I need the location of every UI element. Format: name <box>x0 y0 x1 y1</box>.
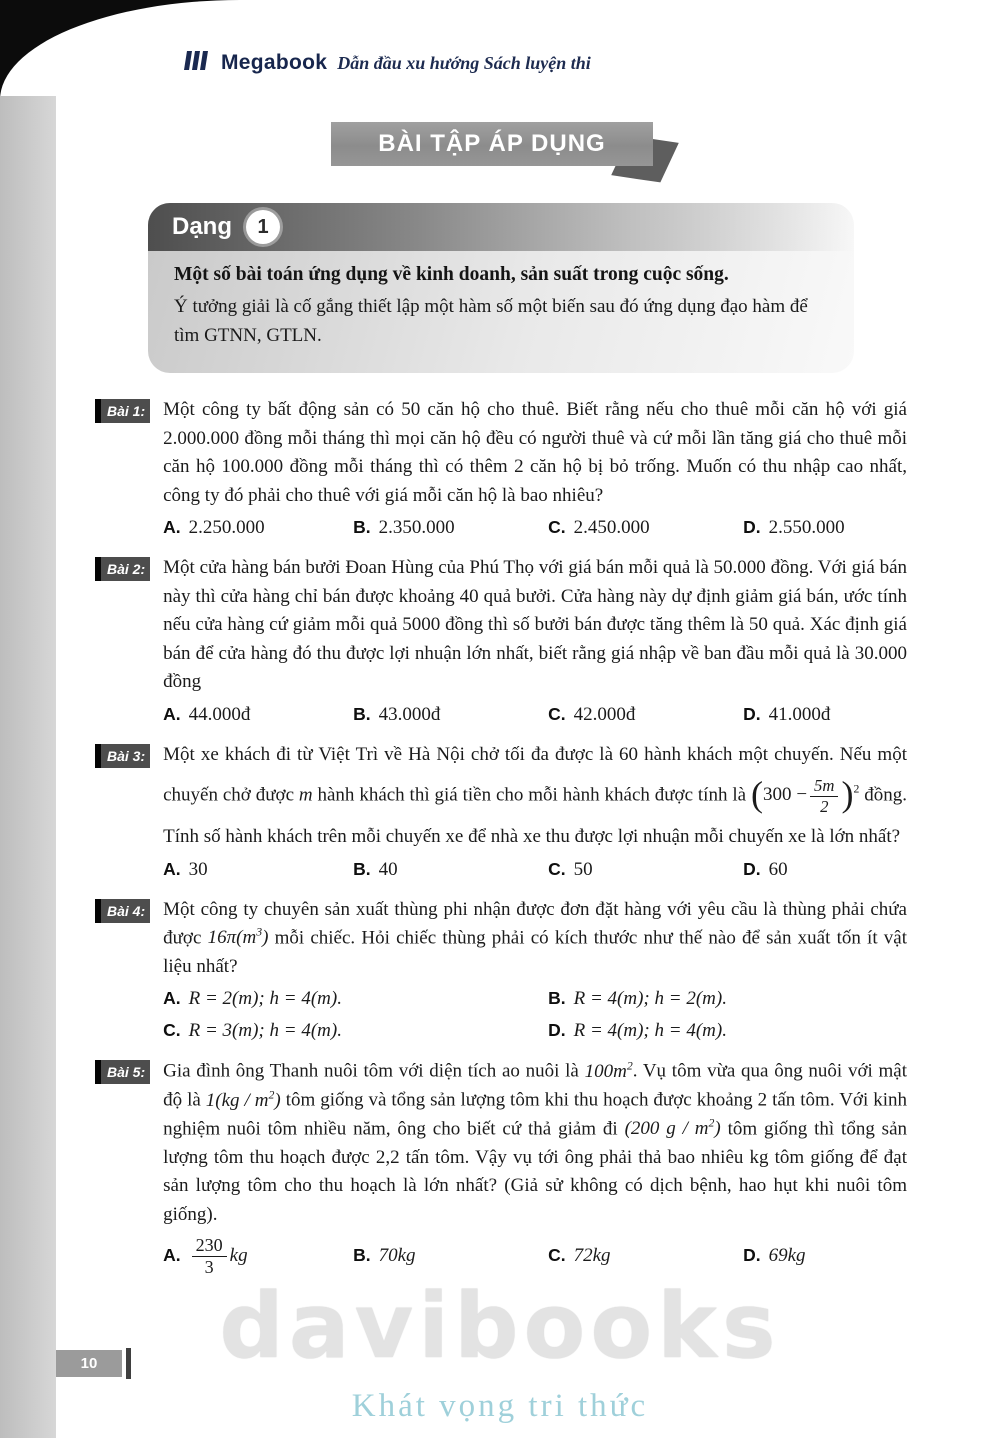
watermark-text: davibooks <box>219 1274 781 1379</box>
problem-label-col <box>95 741 150 881</box>
problem-label-col <box>95 554 150 726</box>
section-banner <box>331 122 653 166</box>
math-part: 100m <box>584 1060 627 1082</box>
option-label: D. <box>743 703 761 724</box>
problem-text-segment: đồng. Tính số hành khách trên mỗi chuyến xe để nhà xe thu được lợi nhuận mỗi chuyến xe là lớn nhất? <box>163 784 908 848</box>
problem-text-segment: tôm giống và tổng sản lượng tôm khi thu hoạch được khoảng 2 tấn tôm. Với kinh nghiệm nuôi tôm nhiều năm, ông cho biết cứ thả giảm đi <box>163 1089 907 1140</box>
watermark-slogan: Khát vọng tri thức <box>351 1388 649 1424</box>
page-header <box>183 50 591 76</box>
option-item <box>353 704 548 726</box>
math-part: 1(kg / m <box>205 1089 269 1111</box>
option-label: B. <box>548 988 566 1009</box>
brand-name: Megabook <box>221 51 328 74</box>
option-value: R = 4(m); h = 2(m). <box>573 988 727 1010</box>
problem-4 <box>95 896 907 1043</box>
dang-description: Ý tưởng giải là cố gắng thiết lập một hàm số một biến sau đó ứng dụng đạo hàm để tìm GTNN, GTLN. <box>174 296 808 346</box>
problem-3-body <box>163 741 907 881</box>
exponent: 2 <box>853 783 860 797</box>
option-label: A. <box>163 517 181 537</box>
problem-text-segment: Một công ty chuyên sản xuất thùng phi nhận được đơn đặt hàng với yêu cầu là thùng phải chứa được <box>163 898 907 949</box>
option-label: A. <box>163 1245 181 1266</box>
option-item <box>548 1245 743 1267</box>
option-label: C. <box>163 1020 181 1041</box>
dang-header <box>148 203 854 251</box>
exponent: 2 <box>626 1059 633 1073</box>
close-paren: ) <box>841 774 854 814</box>
option-value: 30 <box>188 858 208 880</box>
option-item <box>548 1020 907 1042</box>
option-value: 50 <box>573 858 593 880</box>
dang-number-badge: 1 <box>246 210 280 244</box>
fraction <box>192 1236 227 1277</box>
option-label: B. <box>353 703 371 724</box>
formula-base: 300 − <box>762 784 808 806</box>
problem-1-text: Một công ty bất động sản có 50 căn hộ cho thuê. Biết rằng nếu cho thuê mỗi căn hộ với giá 2.000.000 đồng mỗi tháng thì mọi căn hộ đều có người thuê và cứ mỗi lần tăng giá cho thuê mỗi căn hộ 100.000 đồng mỗi tháng thì có thêm 2 căn hộ bị bỏ trống. Muốn có thu nhập cao nhất, công ty đó phải cho thuê với giá mỗi căn hộ là bao nhiêu? <box>163 399 907 506</box>
option-item <box>163 517 353 539</box>
problem-5-body <box>163 1057 907 1277</box>
problem-text-segment: . Vụ tôm vừa qua ông nuôi với mật độ là <box>163 1060 907 1111</box>
option-value: R = 3(m); h = 4(m). <box>188 1020 342 1042</box>
option-item <box>743 859 907 881</box>
option-label: B. <box>353 858 371 879</box>
open-paren: ( <box>750 774 763 814</box>
option-value: 60 <box>768 858 788 880</box>
problem-text-segment: hành khách thì giá tiền cho mỗi hành khách được tính là <box>312 784 751 806</box>
math-part: ) <box>262 927 269 949</box>
option-label: C. <box>548 517 566 537</box>
option-item <box>548 859 743 881</box>
page-number: 10 <box>80 1355 98 1372</box>
page-number-tab <box>56 1350 122 1377</box>
option-item <box>353 859 548 881</box>
problem-1-body <box>163 396 907 539</box>
option-label: B. <box>353 1245 371 1266</box>
problem-1 <box>95 396 907 539</box>
math-variable: m <box>298 784 313 806</box>
option-value: 42.000đ <box>573 703 636 725</box>
problem-4-label: Bài 4: <box>95 899 150 923</box>
option-item <box>548 704 743 726</box>
left-margin-band <box>0 96 56 1438</box>
option-item <box>548 517 743 539</box>
option-label: C. <box>548 703 566 724</box>
math-part: ) <box>274 1089 281 1111</box>
problem-3-options <box>163 859 907 881</box>
problem-5-label: Bài 5: <box>95 1060 150 1084</box>
problem-2-body <box>163 554 907 726</box>
option-item <box>743 704 907 726</box>
problem-text-segment: Gia đình ông Thanh nuôi tôm với diện tích ao nuôi là <box>163 1060 585 1082</box>
problem-3 <box>95 741 907 881</box>
problem-5 <box>95 1057 907 1277</box>
option-label: C. <box>548 1245 566 1266</box>
option-value: 40 <box>378 858 398 880</box>
problem-text-segment: mỗi chiếc. Hỏi chiếc thùng phải có kích thước như thế nào để sản xuất tốn ít vật liệu nhất? <box>163 927 908 977</box>
math-part: (200 g / m <box>624 1118 709 1140</box>
math-expression <box>208 927 269 948</box>
option-item <box>743 1245 907 1267</box>
brand-tagline: Dẫn đầu xu hướng Sách luyện thi <box>337 52 591 73</box>
problem-5-options <box>163 1236 907 1277</box>
option-item <box>163 1236 353 1277</box>
problem-4-options <box>163 988 907 1042</box>
page-number-bar <box>126 1348 131 1379</box>
option-item <box>163 1020 548 1042</box>
option-value: 69kg <box>768 1245 806 1267</box>
dang-summary: Một số bài toán ứng dụng về kinh doanh, sản suất trong cuộc sống. <box>174 264 729 285</box>
problem-label-col <box>95 396 150 539</box>
problem-5-text <box>163 1057 907 1229</box>
dang-body <box>148 251 854 350</box>
problems-list <box>95 396 907 1292</box>
option-label: D. <box>548 1020 566 1041</box>
option-item <box>163 704 353 726</box>
option-item <box>548 988 907 1010</box>
option-value: 2.350.000 <box>378 517 455 538</box>
option-value: 2.550.000 <box>768 517 845 538</box>
problem-3-label: Bài 3: <box>95 744 150 768</box>
megabook-logo-icon <box>183 50 211 76</box>
fraction-numerator: 230 <box>192 1236 227 1257</box>
banner-face <box>331 122 653 166</box>
option-value: R = 4(m); h = 4(m). <box>573 1020 727 1042</box>
problem-2-options <box>163 704 907 726</box>
problem-2-label: Bài 2: <box>95 557 150 581</box>
option-unit: kg <box>229 1245 248 1267</box>
math-part: 16π(m <box>207 927 257 949</box>
problem-text-segment: tôm giống thì tổng sản lượng tôm thu hoạch được 2,2 tấn tôm. Vậy vụ tới ông phải thả bao nhiêu kg tôm giống để đạt sản lượng tôm cho thu hoạch là lớn nhất? (Giả sử không có dịch bệnh, hao hụt khi nuôi tôm giống). <box>163 1118 907 1225</box>
dang-1-box <box>148 203 854 373</box>
exponent: 2 <box>708 1117 715 1131</box>
fraction-denominator: 2 <box>820 796 829 816</box>
fraction-numerator: 5m <box>810 777 838 797</box>
option-value: 2.450.000 <box>573 517 650 538</box>
option-item <box>163 988 548 1010</box>
option-item <box>353 1245 548 1267</box>
option-label: D. <box>743 517 761 537</box>
problem-3-text <box>163 741 907 852</box>
problem-2 <box>95 554 907 726</box>
option-value: R = 2(m); h = 4(m). <box>188 988 342 1010</box>
problem-text-segment: Một xe khách đi từ Việt Trì về Hà Nội chở tối đa được là 60 hành khách một chuyến. Nếu một chuyến chở được <box>163 743 907 806</box>
fraction <box>810 777 838 815</box>
option-item <box>353 517 548 539</box>
exponent: 3 <box>256 926 263 940</box>
option-value: 43.000đ <box>378 703 441 725</box>
problem-4-body <box>163 896 907 1043</box>
option-value: 72kg <box>573 1245 611 1267</box>
dang-label: Dạng <box>172 213 232 240</box>
problem-1-options <box>163 517 907 539</box>
math-part: ) <box>714 1118 721 1140</box>
option-value: 70kg <box>378 1245 416 1267</box>
option-item <box>163 859 353 881</box>
option-label: A. <box>163 988 181 1009</box>
problem-1-label: Bài 1: <box>95 399 150 423</box>
option-label: A. <box>163 858 181 879</box>
banner-title: BÀI TẬP ÁP DỤNG <box>378 130 606 157</box>
option-label: D. <box>743 858 761 879</box>
problem-2-text: Một cửa hàng bán bưởi Đoan Hùng của Phú Thọ với giá bán mỗi quả là 50.000 đồng. Với giá bán này thì cửa hàng chỉ bán được khoảng 40 quả bưởi. Cửa hàng này dự định giảm giá bán, ước tính nếu cửa hàng cứ giảm mỗi quả 5000 đồng thì số bưởi bán được tăng thêm là 50 quả. Xác định giá bán để cửa hàng đó thu được lợi nhuận lớn nhất, biết rằng giá nhập về ban đầu mỗi quả là 30.000 đồng <box>163 557 907 692</box>
math-expression <box>625 1118 721 1139</box>
exponent: 2 <box>268 1088 275 1102</box>
option-value: 44.000đ <box>188 703 251 725</box>
option-label: D. <box>743 1245 761 1266</box>
option-value: 41.000đ <box>768 703 831 725</box>
math-formula <box>750 774 860 816</box>
option-value: 2.250.000 <box>188 517 265 538</box>
problem-label-col <box>95 896 150 1043</box>
option-item <box>743 517 907 539</box>
fraction-denominator: 3 <box>204 1257 214 1278</box>
math-expression <box>585 1061 633 1082</box>
option-label: B. <box>353 517 371 537</box>
problem-4-text <box>163 896 907 982</box>
problem-label-col <box>95 1057 150 1277</box>
math-expression <box>206 1090 281 1111</box>
option-label: A. <box>163 703 181 724</box>
option-label: C. <box>548 858 566 879</box>
